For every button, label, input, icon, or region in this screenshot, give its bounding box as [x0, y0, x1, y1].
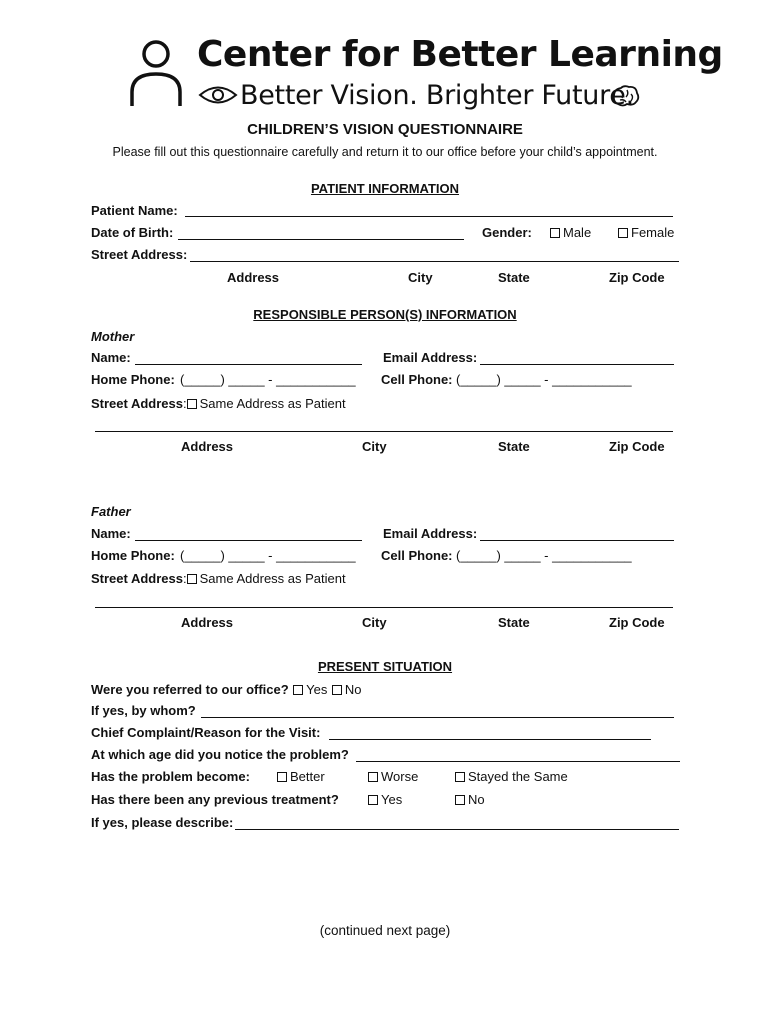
father-home-phone-field[interactable]: (_____) _____ - ___________ [180, 548, 356, 563]
age-noticed-field[interactable] [357, 747, 679, 761]
male-checkbox[interactable] [550, 228, 560, 238]
eye-icon [198, 84, 238, 106]
patient-info-heading: PATIENT INFORMATION [310, 181, 460, 196]
mother-col-city: City [362, 439, 387, 454]
mother-street-label: Street Address [91, 396, 183, 411]
father-name-field[interactable] [136, 526, 361, 540]
treatment-no-option[interactable] [455, 792, 485, 807]
by-whom-label: If yes, by whom? [91, 703, 196, 718]
gender-label: Gender: [482, 225, 532, 240]
treatment-yes-option[interactable] [368, 792, 402, 807]
patient-col-address: Address [227, 270, 280, 285]
mother-col-zip: Zip Code [609, 439, 665, 454]
continued-note: (continued next page) [319, 923, 451, 938]
treatment-no-checkbox[interactable] [455, 795, 465, 805]
female-label: Female [631, 225, 675, 240]
male-label: Male [563, 225, 592, 240]
father-same-address-option[interactable] [187, 571, 346, 586]
worse-checkbox[interactable] [368, 772, 378, 782]
patient-street-line [190, 261, 679, 262]
mother-email-line [480, 364, 674, 365]
mother-address-field[interactable] [96, 417, 672, 431]
father-col-address: Address [181, 615, 234, 630]
referred-no-checkbox[interactable] [332, 685, 342, 695]
father-cell-phone-label: Cell Phone: [381, 548, 453, 563]
stayed-same-option[interactable] [455, 769, 568, 784]
patient-name-label: Patient Name: [91, 203, 178, 218]
referred-no-label: No [344, 682, 362, 697]
logo-tagline: Better Vision. Brighter Future. [240, 80, 634, 111]
referred-yes-option[interactable] [293, 682, 327, 697]
treatment-no-label: No [468, 792, 485, 807]
form-instructions: Please fill out this questionnaire carefully and return it to our office before your child’s appointment. [112, 145, 658, 159]
referred-yes-label: Yes [306, 682, 328, 697]
mother-name-line [135, 364, 362, 365]
dob-field[interactable] [179, 225, 463, 239]
mother-title: Mother [91, 329, 135, 344]
by-whom-line [201, 717, 674, 718]
dob-label: Date of Birth: [91, 225, 174, 240]
referred-yes-checkbox[interactable] [293, 685, 303, 695]
problem-become-label: Has the problem become: [91, 769, 250, 784]
mother-street-row [91, 395, 346, 413]
better-checkbox[interactable] [277, 772, 287, 782]
mother-email-label: Email Address: [383, 350, 478, 365]
father-email-label: Email Address: [383, 526, 478, 541]
stayed-same-label: Stayed the Same [468, 769, 568, 784]
father-same-address-label: Same Address as Patient [199, 571, 346, 586]
age-noticed-line [356, 761, 680, 762]
complaint-field[interactable] [330, 725, 650, 739]
father-col-state: State [498, 615, 530, 630]
patient-col-zip: Zip Code [609, 270, 665, 285]
dob-line [178, 239, 464, 240]
mother-cell-phone-field[interactable]: (_____) _____ - ___________ [456, 372, 632, 387]
father-home-phone-label: Home Phone: [91, 548, 175, 563]
father-name-label: Name: [91, 526, 131, 541]
treatment-label: Has there been any previous treatment? [91, 792, 339, 807]
mother-email-field[interactable] [481, 350, 673, 364]
father-email-field[interactable] [481, 526, 673, 540]
by-whom-field[interactable] [202, 703, 673, 717]
referred-row [91, 681, 361, 699]
logo-title: Center for Better Learning [197, 34, 723, 75]
patient-name-field[interactable] [186, 202, 672, 216]
mother-home-phone-field[interactable]: (_____) _____ - ___________ [180, 372, 356, 387]
gender-female-option[interactable] [618, 225, 674, 240]
mother-street-colon: : [183, 396, 187, 411]
describe-field[interactable] [236, 815, 678, 829]
referred-label: Were you referred to our office? [91, 682, 289, 697]
patient-col-state: State [498, 270, 530, 285]
treatment-yes-label: Yes [381, 792, 403, 807]
person-logo-icon [128, 40, 184, 108]
patient-col-city: City [408, 270, 433, 285]
mother-home-phone-label: Home Phone: [91, 372, 175, 387]
mother-address-line [95, 431, 673, 432]
better-option[interactable] [277, 769, 325, 784]
responsible-heading: RESPONSIBLE PERSON(S) INFORMATION [253, 307, 517, 322]
present-situation-heading: PRESENT SITUATION [317, 659, 453, 674]
father-cell-phone-field[interactable]: (_____) _____ - ___________ [456, 548, 632, 563]
father-street-row [91, 570, 346, 588]
referred-no-option[interactable] [332, 682, 362, 697]
father-street-colon: : [183, 571, 187, 586]
father-email-line [480, 540, 674, 541]
patient-name-line [185, 216, 673, 217]
father-same-address-checkbox[interactable] [187, 574, 197, 584]
brain-icon [612, 84, 640, 108]
gender-male-option[interactable] [550, 225, 591, 240]
mother-col-state: State [498, 439, 530, 454]
worse-option[interactable] [368, 769, 418, 784]
father-address-line [95, 607, 673, 608]
mother-same-address-checkbox[interactable] [187, 399, 197, 409]
patient-street-field[interactable] [191, 247, 678, 261]
mother-name-field[interactable] [136, 350, 361, 364]
form-title: CHILDREN’S VISION QUESTIONNAIRE [247, 121, 523, 138]
mother-same-address-label: Same Address as Patient [199, 396, 346, 411]
better-label: Better [290, 769, 325, 784]
father-col-zip: Zip Code [609, 615, 665, 630]
stayed-same-checkbox[interactable] [455, 772, 465, 782]
father-name-line [135, 540, 362, 541]
female-checkbox[interactable] [618, 228, 628, 238]
mother-same-address-option[interactable] [187, 396, 346, 411]
father-address-field[interactable] [96, 593, 672, 607]
treatment-yes-checkbox[interactable] [368, 795, 378, 805]
patient-street-label: Street Address: [91, 247, 188, 262]
worse-label: Worse [381, 769, 419, 784]
complaint-line [329, 739, 651, 740]
mother-name-label: Name: [91, 350, 131, 365]
complaint-label: Chief Complaint/Reason for the Visit: [91, 725, 321, 740]
father-street-label: Street Address [91, 571, 183, 586]
describe-line [235, 829, 679, 830]
describe-label: If yes, please describe: [91, 815, 234, 830]
age-noticed-label: At which age did you notice the problem? [91, 747, 349, 762]
father-col-city: City [362, 615, 387, 630]
mother-cell-phone-label: Cell Phone: [381, 372, 453, 387]
mother-col-address: Address [181, 439, 234, 454]
father-title: Father [91, 504, 131, 519]
